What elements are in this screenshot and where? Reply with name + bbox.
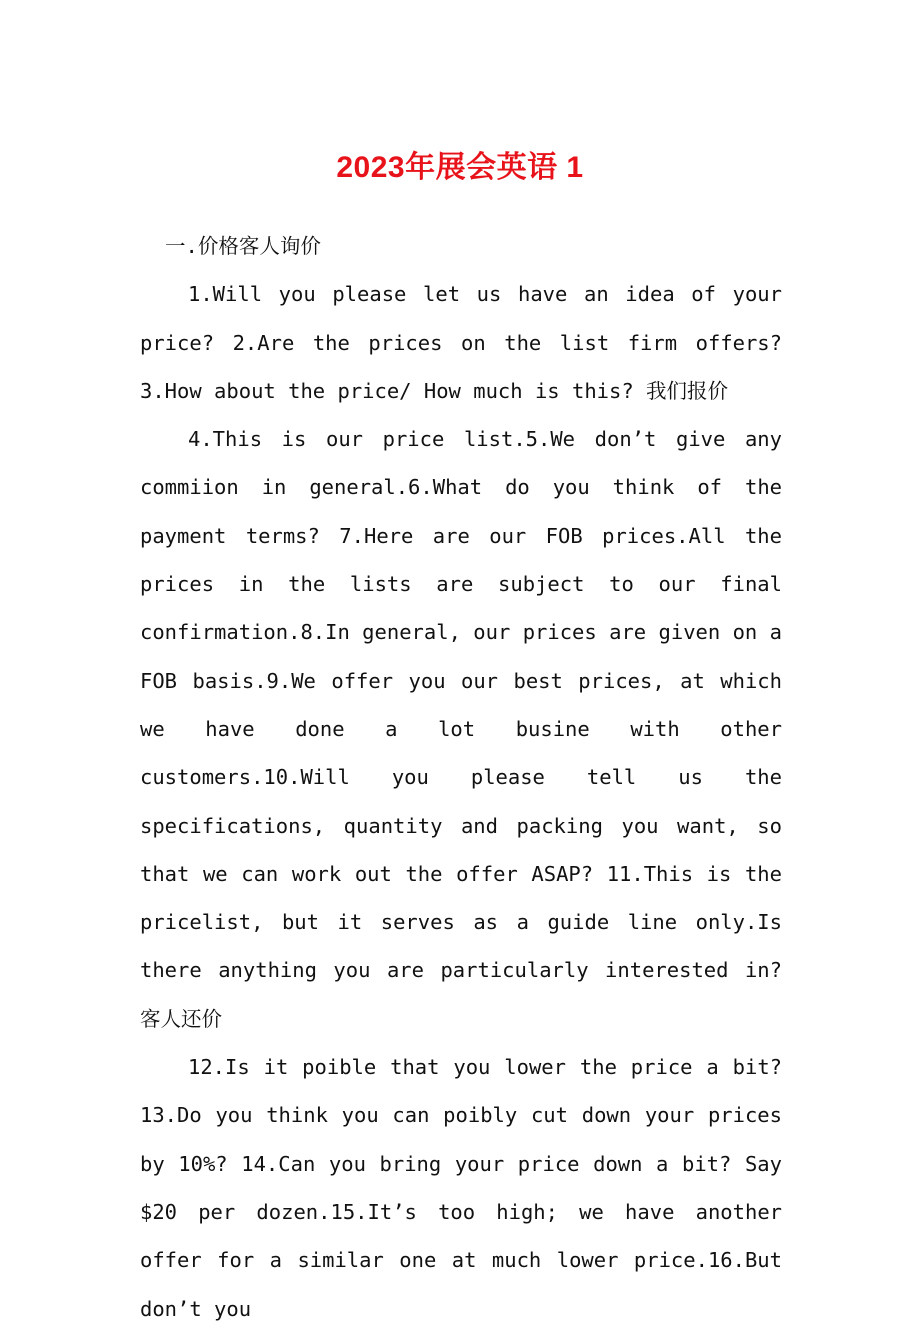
section-heading: 一.价格客人询价 xyxy=(165,234,321,258)
paragraph-2-text: 4.This is our price list.5.We don’t give any commiion in general.6.What do you think of the payment terms? 7.Here are our FOB prices.All the prices in the lists are subject to our final confirmation.8.In general, our prices are given on a FOB basis.9.We offer you our best prices, at which we have done a lot busine with other customers.10.Will you please tell us the specifications, quantity and packing you want, so that we can work out the offer ASAP? 11.This is the pricelist, but it serves as a guide line only.Is there anything you are particularly interested in? xyxy=(140,427,782,983)
document-body xyxy=(140,222,782,1333)
subheading-our-quotation: 我们报价 xyxy=(646,378,729,403)
paragraph-3-text: 12.Is it poible that you lower the price a bit? 13.Do you think you can poibly cut down your prices by 10%? 14.Can you bring your price down a bit? Say $20 per dozen.15.It’s too high; we have another offer for a similar one at much lower price.16.But don’t you xyxy=(140,1055,782,1321)
paragraph-1-text: 1.Will you please let us have an idea of your price? 2.Are the prices on the list firm offers? 3.How about the price/ How much is this? xyxy=(140,282,782,403)
subheading-customer-counteroffer: 客人还价 xyxy=(140,1006,222,1031)
paragraph-3 xyxy=(140,1043,782,1333)
paragraph-1 xyxy=(140,270,782,415)
paragraph-2 xyxy=(140,415,782,1043)
document-title: 2023年展会英语 1 xyxy=(336,151,584,184)
